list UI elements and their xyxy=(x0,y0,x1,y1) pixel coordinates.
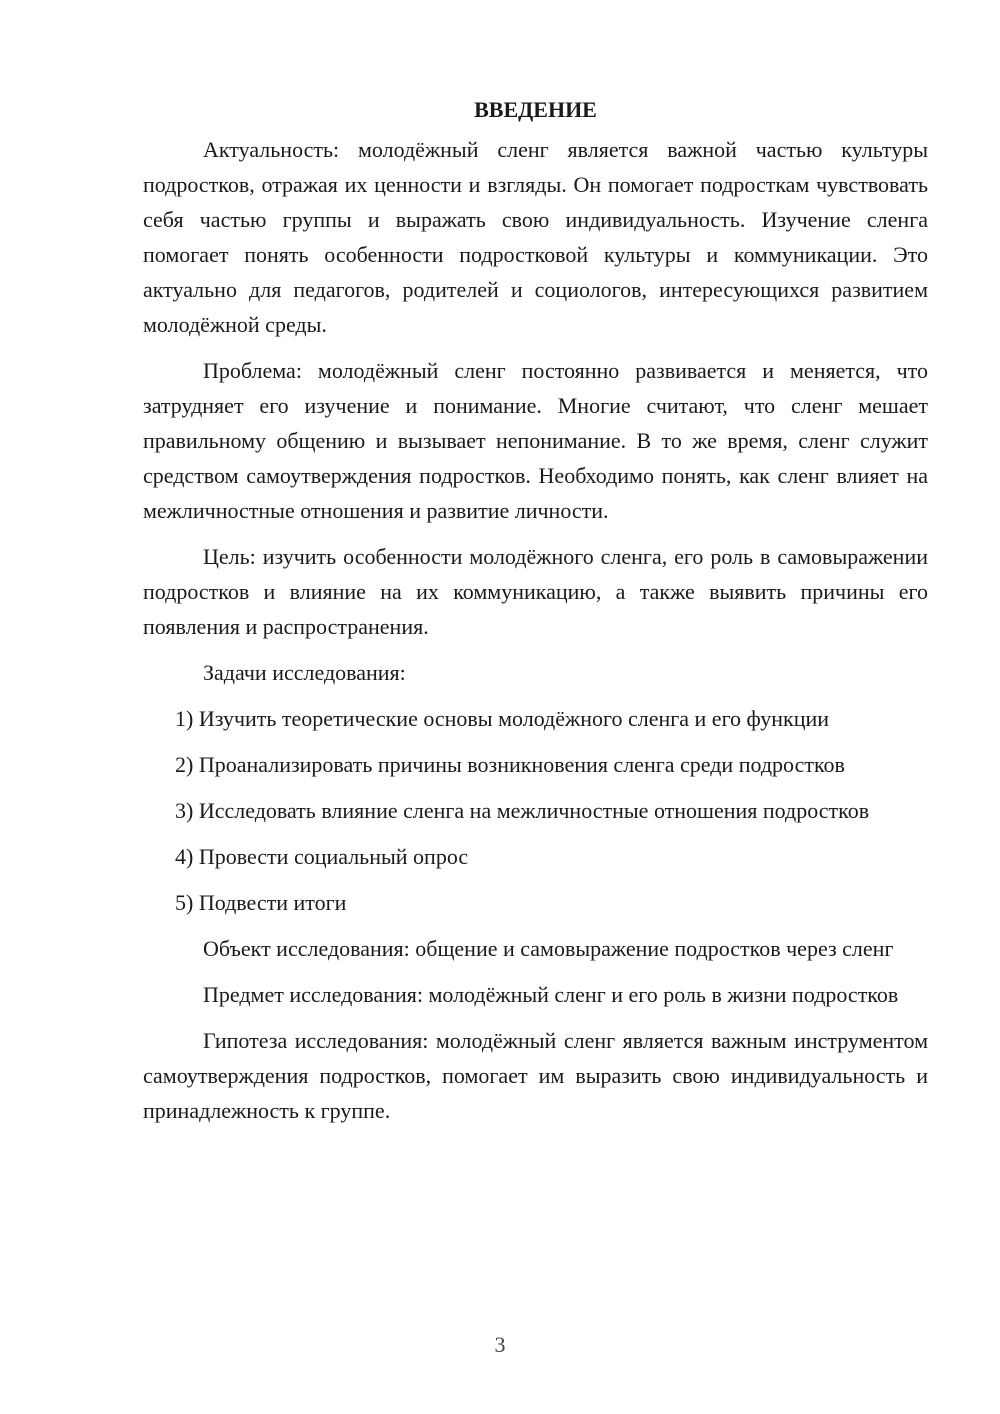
page-title: ВВЕДЕНИЕ xyxy=(474,97,597,122)
subject-paragraph: Предмет исследования: молодёжный сленг и его роль в жизни подростков xyxy=(203,982,899,1007)
task-item-5: 5) Подвести итоги xyxy=(175,890,347,915)
task-item-2: 2) Проанализировать причины возникновения сленга среди подростков xyxy=(175,752,845,777)
problem-paragraph: Проблема: молодёжный сленг постоянно развивается и меняется, что затрудняет его изучение и понимание. Многие считают, что сленг мешает правильному общению и вызывает непонимание. В то же время, сленг служит средством самоутверждения подростков. Необходимо понять, как сленг влияет на межличностные отношения и развитие личности. xyxy=(143,358,928,523)
object-paragraph: Объект исследования: общение и самовыражение подростков через сленг xyxy=(203,936,894,961)
tasks-heading: Задачи исследования: xyxy=(203,660,406,685)
task-item-1: 1) Изучить теоретические основы молодёжного сленга и его функции xyxy=(175,706,830,731)
goal-paragraph: Цель: изучить особенности молодёжного сленга, его роль в самовыражении подростков и влияние на их коммуникацию, а также выявить причины его появления и распространения. xyxy=(143,544,928,639)
document-page xyxy=(143,88,928,1139)
page-number: 3 xyxy=(494,1332,506,1357)
hypothesis-paragraph: Гипотеза исследования: молодёжный сленг является важным инструментом самоутверждения подростков, помогает им выразить свою индивидуальность и принадлежность к группе. xyxy=(143,1028,928,1123)
task-item-3: 3) Исследовать влияние сленга на межличностные отношения подростков xyxy=(175,798,870,823)
task-item-4: 4) Провести социальный опрос xyxy=(175,844,469,869)
relevance-paragraph: Актуальность: молодёжный сленг является важной частью культуры подростков, отражая их ценности и взгляды. Он помогает подросткам чувствовать себя частью группы и выражать свою индивидуальность. Изучение сленга помогает понять особенности подростковой культуры и коммуникации. Это актуально для педагогов, родителей и социологов, интересующихся развитием молодёжной среды. xyxy=(143,137,928,337)
